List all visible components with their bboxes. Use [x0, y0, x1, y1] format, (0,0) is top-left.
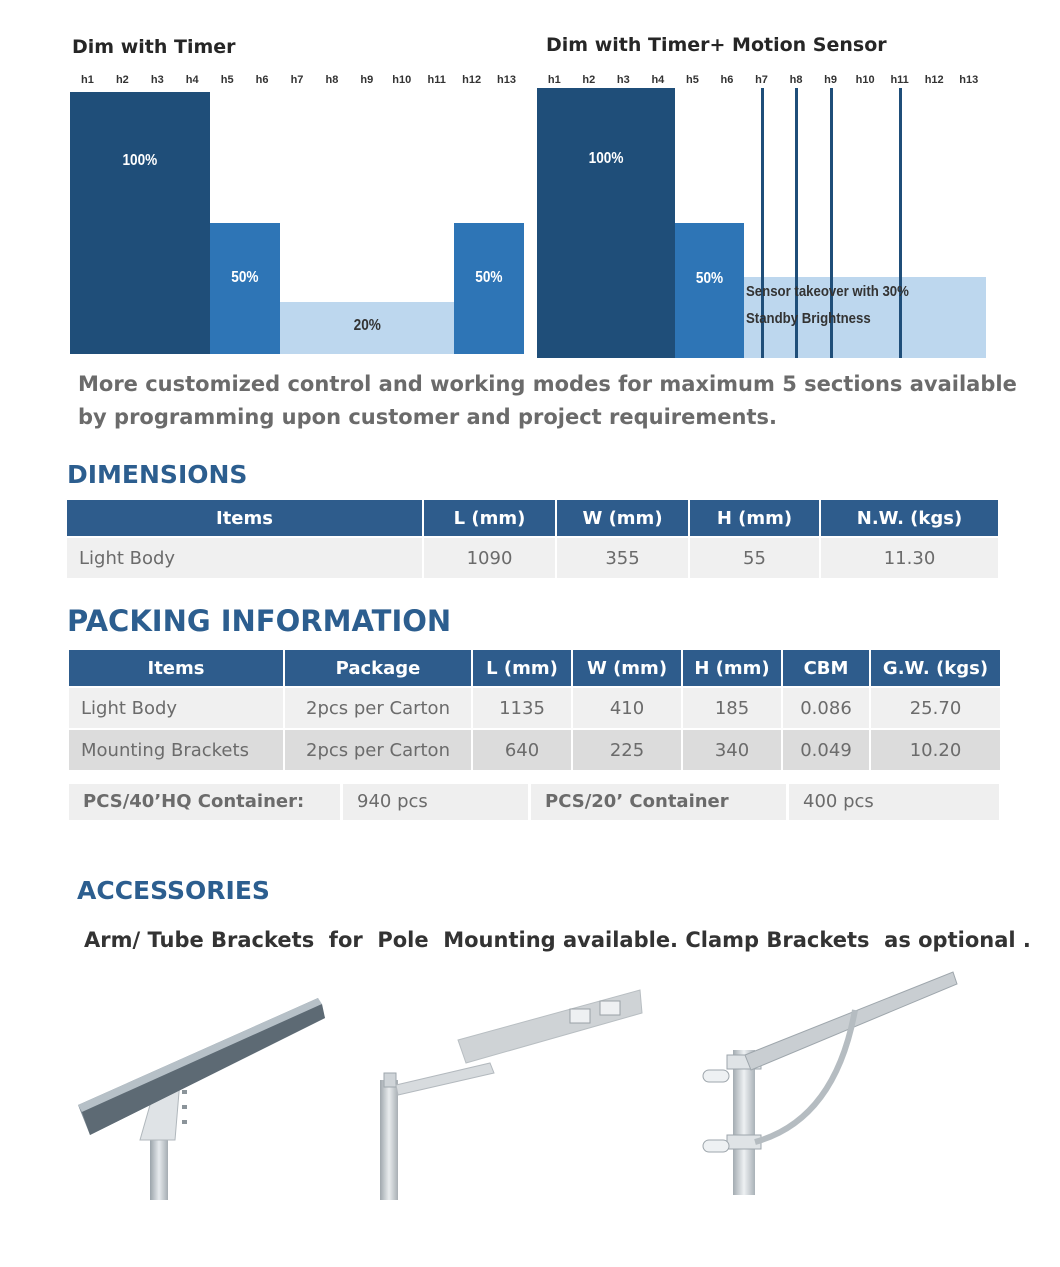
bar-segment-50: [675, 223, 744, 358]
dimensions-table: [65, 498, 1000, 580]
pack-cell: 0.049: [783, 730, 869, 770]
hour-label-h8: h8: [789, 74, 803, 86]
pack-cell: 10.20: [871, 730, 1000, 770]
hour-label-h12: h12: [462, 74, 482, 86]
hour-label-h2: h2: [115, 74, 129, 86]
container-row: [69, 784, 999, 820]
pack-header-cbm: CBM: [783, 650, 869, 686]
pack-cell: 0.086: [783, 688, 869, 728]
hour-label-h2: h2: [582, 74, 596, 86]
bar-label: 100%: [122, 152, 158, 170]
arm-bracket-light-image: [370, 985, 660, 1200]
pack-cell: 185: [683, 688, 781, 728]
hour-label-h9: h9: [824, 74, 837, 86]
pack-header-w: W (mm): [573, 650, 681, 686]
bar-label: 50%: [696, 270, 724, 288]
hour-label-h10: h10: [392, 74, 412, 86]
customization-note: [78, 368, 1017, 434]
chart1-hour-axis: [70, 74, 526, 90]
hour-label-h6: h6: [720, 74, 734, 86]
bar-label: 50%: [230, 268, 259, 286]
note-line2: by programming upon customer and project requirements.: [78, 405, 777, 429]
sensor-note: [746, 278, 909, 332]
packing-table: [67, 648, 1002, 772]
container-40-label: PCS/40’HQ Container:: [69, 784, 340, 820]
hour-label-h11: h11: [427, 74, 446, 86]
pack-header-package: Package: [285, 650, 471, 686]
hour-label-h6: h6: [255, 74, 269, 86]
dim-cell-w: 355: [557, 538, 688, 578]
container-40-value: 940 pcs: [343, 784, 528, 820]
note-line1: More customized control and working modes for maximum 5 sections available: [78, 372, 1017, 396]
bar-segment-100: [537, 88, 675, 358]
hour-label-h11: h11: [890, 74, 909, 86]
pack-cell: 225: [573, 730, 681, 770]
hour-label-h4: h4: [185, 74, 199, 86]
pack-header-l: L (mm): [473, 650, 571, 686]
pack-cell: 1135: [473, 688, 571, 728]
tilted-light-on-pole-image: [70, 990, 340, 1200]
dim-cell-h: 55: [690, 538, 819, 578]
hour-label-h7: h7: [755, 74, 768, 86]
hour-label-h8: h8: [325, 74, 339, 86]
pack-cell: 340: [683, 730, 781, 770]
bar-label: 100%: [588, 150, 624, 168]
pack-cell: 410: [573, 688, 681, 728]
hour-label-h3: h3: [616, 74, 630, 86]
chart2-title: Dim with Timer+ Motion Sensor: [546, 34, 887, 56]
container-20-value: 400 pcs: [789, 784, 999, 820]
table-row: [69, 730, 1000, 770]
hour-label-h10: h10: [855, 74, 875, 86]
hour-label-h7: h7: [290, 74, 304, 86]
hour-label-h5: h5: [686, 74, 699, 86]
dim-header-h: H (mm): [690, 500, 819, 536]
hour-label-h3: h3: [150, 74, 164, 86]
hour-label-h1: h1: [547, 74, 561, 86]
dimensions-title: DIMENSIONS: [67, 460, 248, 489]
pack-header-gw: G.W. (kgs): [871, 650, 1000, 686]
pack-cell: Mounting Brackets: [69, 730, 283, 770]
dim-cell-l: 1090: [424, 538, 555, 578]
pack-cell: 2pcs per Carton: [285, 730, 471, 770]
chart2-plot: [537, 88, 986, 358]
hour-label-h5: h5: [220, 74, 234, 86]
bar-segment-100: [70, 92, 210, 354]
dim-header-items: Items: [67, 500, 422, 536]
chart1-title: Dim with Timer: [72, 36, 236, 58]
accessories-text: Arm/ Tube Brackets for Pole Mounting available. Clamp Brackets as optional .: [84, 928, 1031, 952]
hour-label-h9: h9: [360, 74, 374, 86]
hour-label-h13: h13: [497, 74, 517, 86]
dim-header-l: L (mm): [424, 500, 555, 536]
pack-cell: 2pcs per Carton: [285, 688, 471, 728]
dim-header-nw: N.W. (kgs): [821, 500, 998, 536]
hour-label-h13: h13: [959, 74, 979, 86]
dim-cell-nw: 11.30: [821, 538, 998, 578]
sensor-note-line1: Sensor takeover with 30%: [746, 283, 909, 300]
pack-cell: 25.70: [871, 688, 1000, 728]
hour-label-h4: h4: [651, 74, 665, 86]
table-row: [69, 688, 1000, 728]
bar-label: 50%: [475, 268, 503, 286]
dim-cell-item: Light Body: [67, 538, 422, 578]
clamp-bracket-image: [695, 970, 960, 1195]
container-20-label: PCS/20’ Container: [531, 784, 786, 820]
packing-title: PACKING INFORMATION: [67, 604, 452, 638]
hour-label-h1: h1: [81, 74, 94, 86]
pack-header-h: H (mm): [683, 650, 781, 686]
dim-header-w: W (mm): [557, 500, 688, 536]
sensor-note-line2: Standby Brightness: [746, 310, 871, 327]
pack-header-items: Items: [69, 650, 283, 686]
hour-label-h12: h12: [924, 74, 944, 86]
table-row: [67, 538, 998, 578]
bar-label: 20%: [353, 317, 381, 335]
accessories-title: ACCESSORIES: [77, 876, 270, 905]
pack-cell: Light Body: [69, 688, 283, 728]
chart1-plot: [70, 92, 524, 354]
bar-segment-50: [454, 223, 524, 354]
pack-cell: 640: [473, 730, 571, 770]
bar-segment-50: [210, 223, 280, 354]
